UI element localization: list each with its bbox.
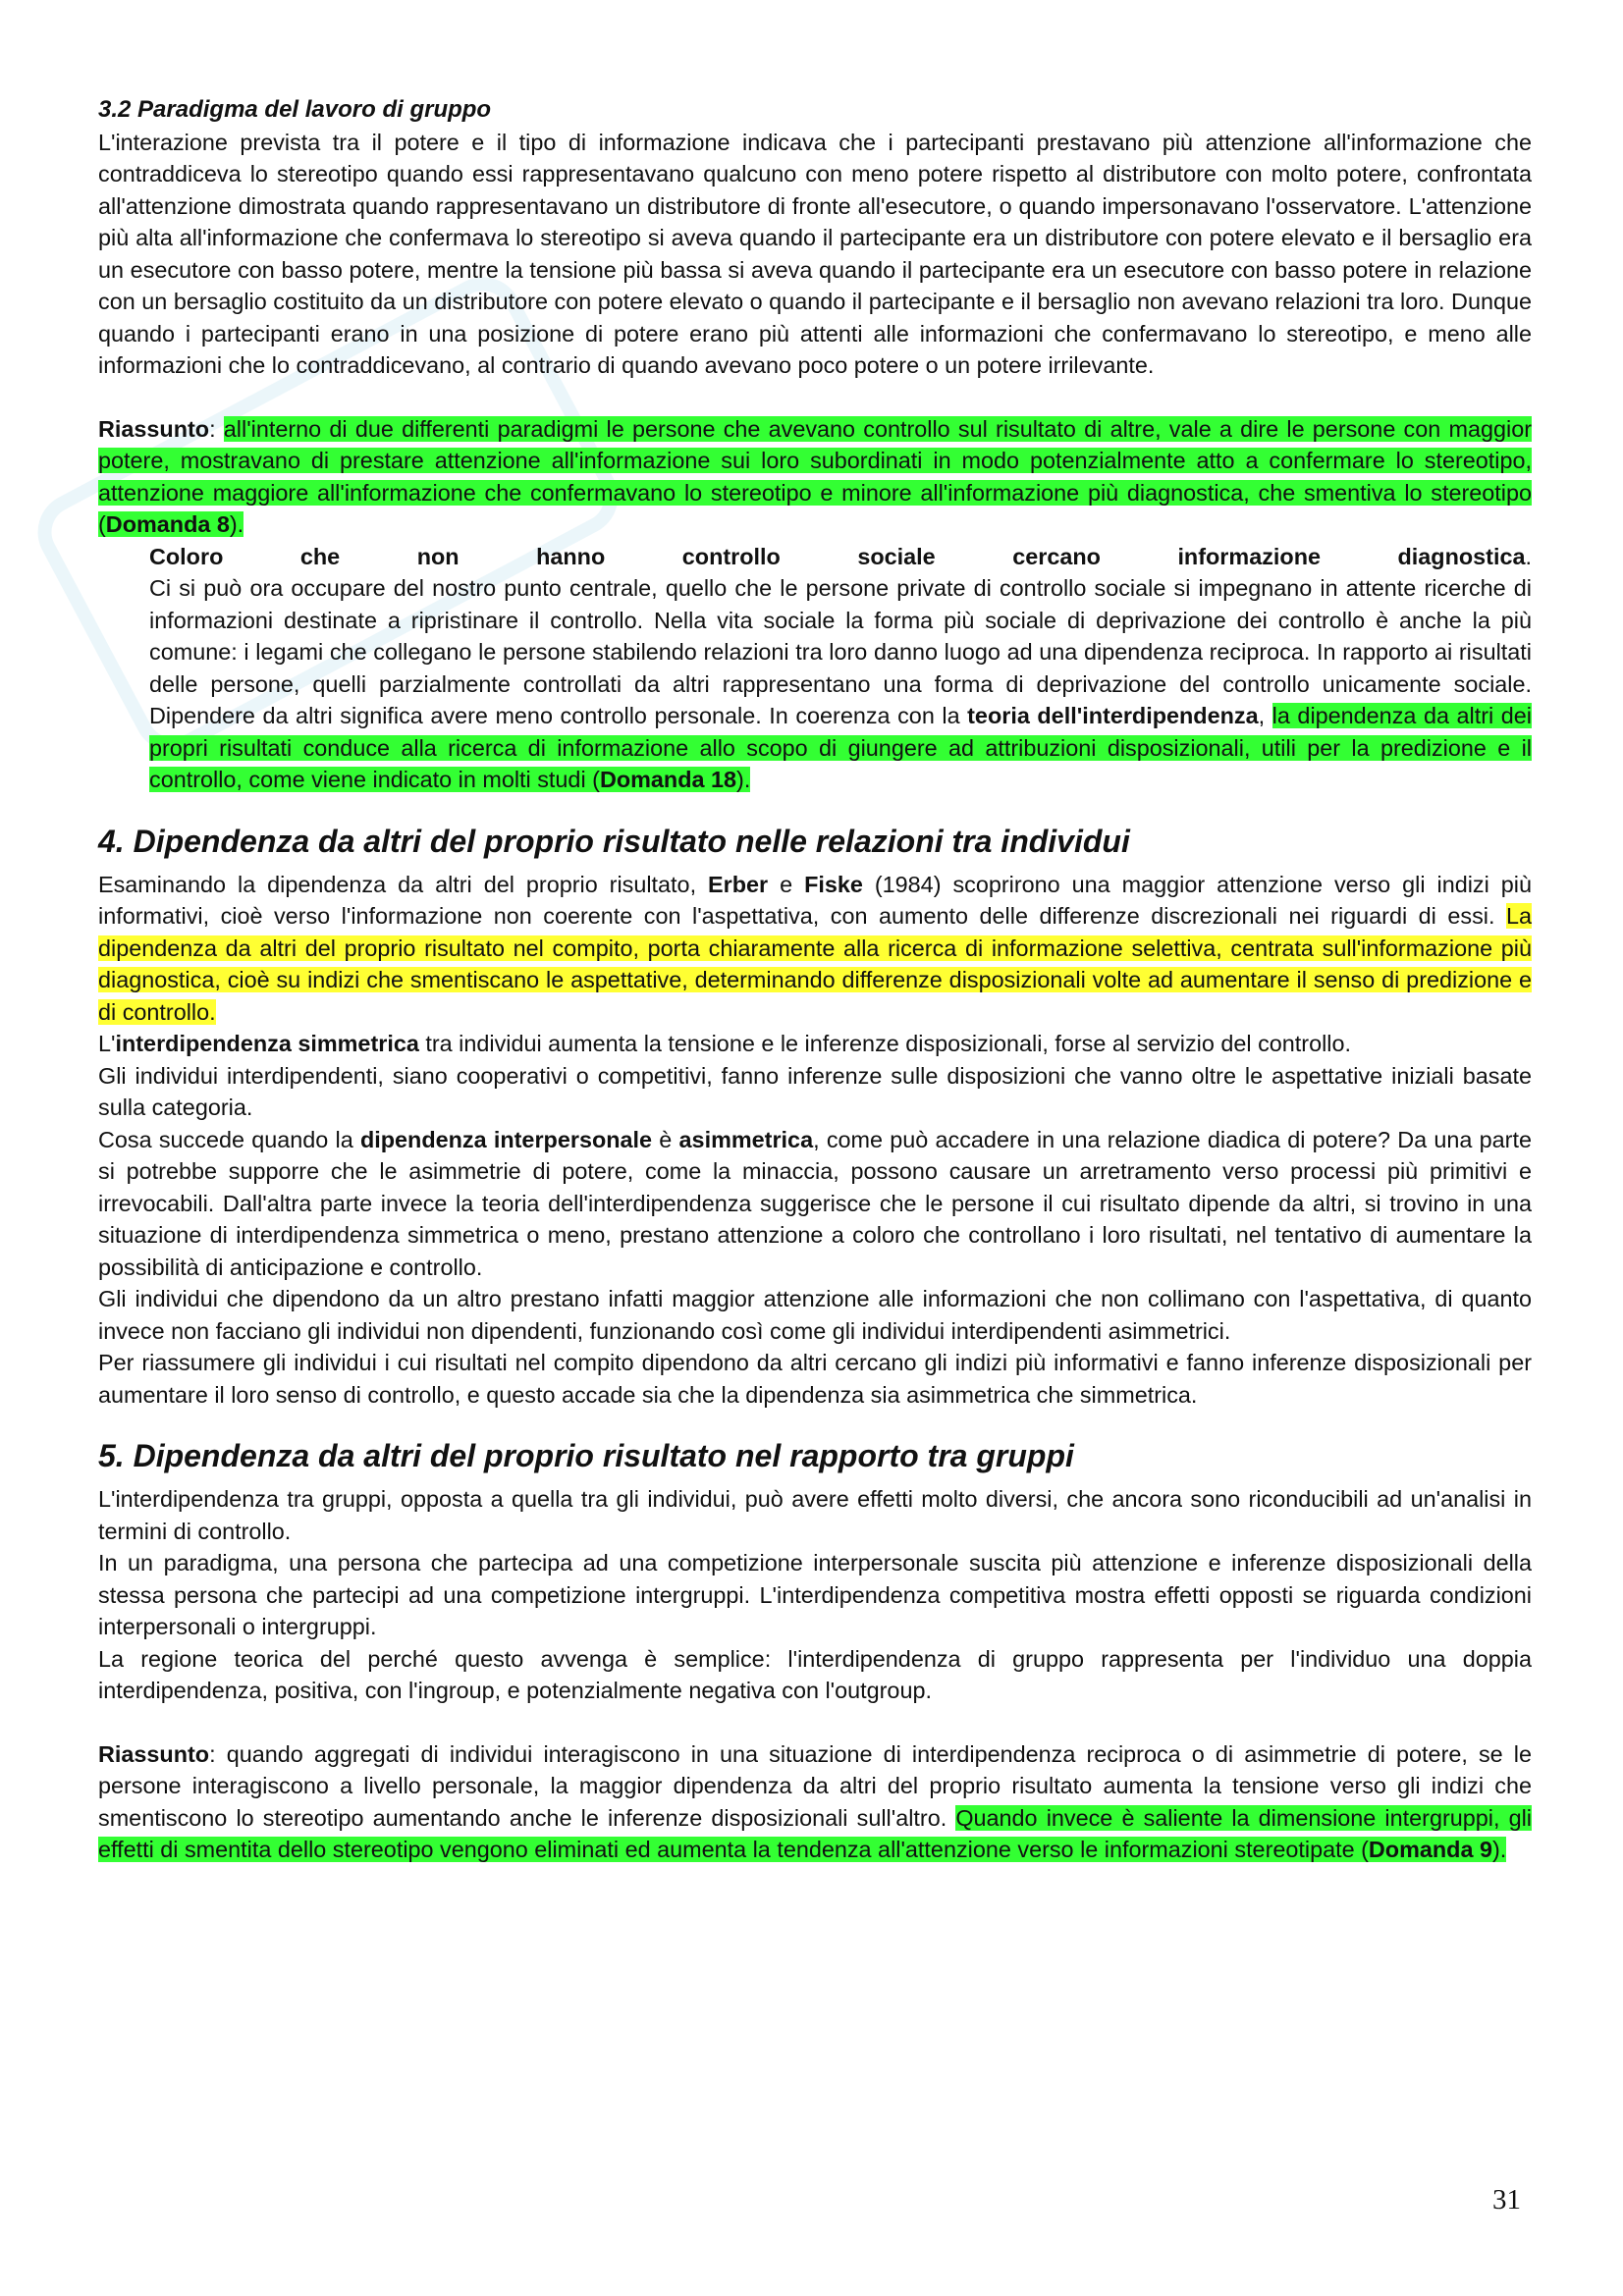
question-reference: Domanda 9: [1368, 1837, 1492, 1862]
section-4-paragraph-3: Gli individui interdipendenti, siano cooperativi o competitivi, fanno inferenze sulle disposizioni che vanno oltre le aspettative iniziali basate sulla categoria.: [98, 1062, 1532, 1120]
summary-label: Riassunto: [98, 415, 210, 442]
section-4-paragraph-2: L'interdipendenza simmetrica tra individui aumenta la tensione e le inferenze disposizionali, forse al servizio del controllo.: [98, 1031, 1351, 1056]
section-5-paragraph-2: In un paradigma, una persona che partecipa ad una competizione interpersonale suscita più attenzione e inferenze disposizionali della stessa persona che partecipi ad una competizione intergruppi. L'interdipendenza competitiva mostra effetti opposti se riguarda condizioni interpersonali o intergruppi.: [98, 1550, 1532, 1639]
summary-label: Riassunto: [98, 1740, 210, 1767]
summary-paragraph-1: Riassunto: all'interno di due differenti paradigmi le persone che avevano controllo sul risultato di altre, vale a dire le persone con maggior potere, mostravano di prestare attenzione all'informazione sui loro subordinati in modo potenzialmente atto a confermare lo stereotipo, attenzione maggiore all'informazione che confermavano lo stereotipo e minore all'informazione più diagnostica, che smentiva lo stereotipo (Domanda 8).: [98, 415, 1532, 537]
section-4-paragraph-1: Esaminando la dipendenza da altri del proprio risultato, Erber e Fiske (1984) scoprirono una maggior attenzione verso gli indizi più informativi, cioè verso l'informazione non coerente con l'aspettativa, con aumento delle differenze discrezionali nei riguardi di essi. La dipendenza da altri del proprio risultato nel compito, porta chiaramente alla ricerca di informazione selettiva, centrata sull'informazione più diagnostica, cioè su indizi che smentiscano le aspettative, determinando differenze disposizionali volte ad aumentare il senso di predizione e di controllo.: [98, 871, 1532, 1025]
section-heading-4: 4. Dipendenza da altri del proprio risultato nelle relazioni tra individui: [98, 823, 1130, 859]
control-block: [149, 541, 1532, 796]
section-heading-5: 5. Dipendenza da altri del proprio risultato nel rapporto tra gruppi: [98, 1438, 1074, 1473]
section-4-paragraph-6: Per riassumere gli individui i cui risultati nel compito dipendono da altri cercano gli indizi più informativi e fanno inferenze disposizionali per aumentare il loro senso di controllo, e questo accade sia che la dipendenza sia asimmetrica che simmetrica.: [98, 1350, 1532, 1408]
highlighted-text: la dipendenza da altri dei propri risultati conduce alla ricerca di informazione allo scopo di giungere ad attribuzioni disposizionali, utili per la predizione e il controllo, come viene indicato in molti studi (Domanda 18).: [149, 703, 1532, 792]
page-content: [98, 94, 1532, 1866]
page-number: 31: [1492, 2184, 1521, 2216]
control-block-body: Ci si può ora occupare del nostro punto centrale, quello che le persone private di controllo sociale si impegnano in attente ricerche di informazioni destinate a ripristinare il controllo. Nella vita sociale la forma più sociale di deprivazione dei controllo è anche la più comune: i legami che collegano le persone stabilendo relazioni tra loro danno luogo ad una dipendenza reciproca. In rapporto ai risultati delle persone, quelli parzialmente controllati da altri rappresentano una forma di deprivazione del controllo unicamente sociale. Dipendere da altri significa avere meno controllo personale. In coerenza con la teoria dell'interdipendenza, la dipendenza da altri dei propri risultati conduce alla ricerca di informazione allo scopo di giungere ad attribuzioni disposizionali, utili per la predizione e il controllo, come viene indicato in molti studi (Domanda 18).: [149, 575, 1532, 792]
highlighted-text: all'interno di due differenti paradigmi le persone che avevano controllo sul risultato di altre, vale a dire le persone con maggior potere, mostravano di prestare attenzione all'informazione sui loro subordinati in modo potenzialmente atto a confermare lo stereotipo, attenzione maggiore all'informazione che confermavano lo stereotipo e minore all'informazione più diagnostica, che smentiva lo stereotipo (Domanda 8).: [98, 415, 1532, 537]
bold-term: teoria dell'interdipendenza: [967, 703, 1259, 728]
highlighted-text: Quando invece è saliente la dimensione intergruppi, gli effetti di smentita dello stereotipo vengono eliminati ed aumenta la tendenza all'attenzione verso le informazioni stereotipate (Domanda 9).: [98, 1804, 1532, 1862]
section-5-paragraph-1: L'interdipendenza tra gruppi, opposta a quella tra gli individui, può avere effetti molto diversi, che ancora sono riconducibili ad un'analisi in termini di controllo.: [98, 1486, 1532, 1544]
section-5-paragraph-3: La regione teorica del perché questo avvenga è semplice: l'interdipendenza di gruppo rappresenta per l'individuo una doppia interdipendenza, positiva, con l'ingroup, e potenzialmente negativa con l'outgroup.: [98, 1645, 1532, 1703]
paragraph-work-group: L'interazione prevista tra il potere e il tipo di informazione indicava che i partecipanti prestavano più attenzione all'informazione che contraddiceva lo stereotipo quando essi rappresentavano qualcuno con meno potere rispetto al distributore con molto potere, confrontata all'attenzione dimostrata quando rappresentavano un distributore di fronte all'esecutore, o quando impersonavano l'osservatore. L'attenzione più alta all'informazione che confermava lo stereotipo si aveva quando il partecipante era un distributore con potere elevato e il bersaglio era un esecutore con basso potere, mentre la tensione più bassa si aveva quando il partecipante era un esecutore con basso potere in relazione con un bersaglio costituito da un distributore con potere elevato o quando il partecipante e il bersaglio non avevano relazioni tra loro. Dunque quando i partecipanti erano in una posizione di potere erano più attenti alle informazioni che confermavano lo stereotipo, e meno alle informazioni che lo contraddicevano, al contrario di quando avevano poco potere o un potere irrilevante.: [98, 129, 1532, 378]
subsection-heading: 3.2 Paradigma del lavoro di gruppo: [98, 96, 492, 123]
control-block-title: Coloro che non hanno controllo sociale cercano informazione diagnostica.: [149, 543, 1532, 569]
question-reference: Domanda 18: [599, 767, 737, 792]
section-4-paragraph-5: Gli individui che dipendono da un altro prestano infatti maggior attenzione alle informazioni che non collimano con l'aspettativa, di quanto invece non facciano gli individui non dipendenti, funzionando così come gli individui interdipendenti asimmetrici.: [98, 1286, 1532, 1344]
highlighted-text: La dipendenza da altri del proprio risultato nel compito, porta chiaramente alla ricerca di informazione selettiva, centrata sull'informazione più diagnostica, cioè su indizi che smentiscano le aspettative, determinando differenze disposizionali volte ad aumentare il senso di predizione e di controllo.: [98, 903, 1532, 1025]
section-4-paragraph-4: Cosa succede quando la dipendenza interpersonale è asimmetrica, come può accadere in una relazione diadica di potere? Da una parte si potrebbe supporre che le asimmetrie di potere, come la minaccia, possono causare un arretramento verso processi più primitivi e irrevocabili. Dall'altra parte invece la teoria dell'interdipendenza suggerisce che le persone il cui risultato dipende da altri, si trovino in una situazione di interdipendenza simmetrica o meno, prestano attenzione a coloro che controllano i loro risultati, nel tentativo di aumentare la possibilità di anticipazione e controllo.: [98, 1126, 1532, 1280]
summary-paragraph-2: Riassunto: quando aggregati di individui interagiscono in una situazione di interdipendenza reciproca o di asimmetrie di potere, se le persone interagiscono a livello personale, la maggior dipendenza da altri del proprio risultato aumenta la tensione verso gli indizi che smentiscono lo stereotipo aumentando anche le inferenze disposizionali sull'altro. Quando invece è saliente la dimensione intergruppi, gli effetti di smentita dello stereotipo vengono eliminati ed aumenta la tendenza all'attenzione verso le informazioni stereotipate (Domanda 9).: [98, 1740, 1532, 1862]
question-reference: Domanda 8: [105, 511, 230, 537]
